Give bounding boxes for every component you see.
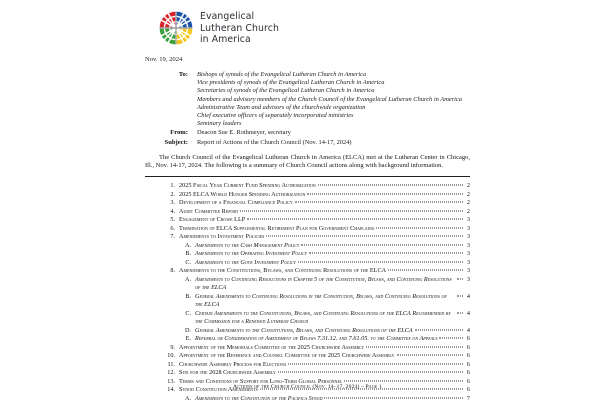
toc-entry-page: 2 bbox=[466, 207, 470, 215]
toc-dot-leader bbox=[298, 261, 463, 262]
toc-entry-page: 4 bbox=[466, 309, 470, 317]
toc-entry-title: Terms and Conditions of Support for Long-Term Global Personnel bbox=[179, 377, 343, 385]
memo-line: Seminary leaders bbox=[197, 120, 242, 128]
toc-entry-number: C. bbox=[185, 258, 191, 266]
toc-entry[interactable] bbox=[145, 208, 470, 217]
toc-entry[interactable] bbox=[145, 216, 470, 225]
toc-entry-page: 2 bbox=[466, 190, 470, 198]
toc-entry-number: 5. bbox=[170, 216, 175, 224]
toc-entry-page: 3 bbox=[466, 224, 470, 232]
memo-value bbox=[197, 129, 470, 137]
toc-entry-number: 3. bbox=[170, 199, 175, 207]
memo-label: From: bbox=[170, 129, 188, 137]
memo-line: Bishops of synods of the Evangelical Lutheran Church in America bbox=[197, 71, 367, 78]
toc-entry-number: 6. bbox=[170, 224, 175, 232]
toc-entry-number: 9. bbox=[170, 343, 175, 351]
memo-line: Members and advisory members of the Church Council of the Evangelical Lutheran Church in America bbox=[197, 95, 462, 103]
toc-entry-title: Appointment of the Memorials Committee of the 2025 Churchwide Assembly bbox=[179, 343, 365, 351]
memo-line: Vice presidents of synods of the Evangelical Lutheran Church in America bbox=[197, 79, 385, 87]
toc-entry-page: 6 bbox=[466, 343, 470, 351]
memo-header bbox=[145, 71, 470, 147]
toc-entry-page: 4 bbox=[466, 292, 470, 300]
toc-entry-title: 2025 ELCA World Hunger Spending Authorization bbox=[179, 190, 306, 198]
toc-entry[interactable] bbox=[145, 276, 470, 293]
logo-line-3: in America bbox=[200, 34, 251, 46]
toc-entry-title: Amendments to the Cash Management Policy bbox=[195, 241, 300, 249]
toc-entry-number: 10. bbox=[167, 352, 175, 360]
toc-entry[interactable] bbox=[145, 267, 470, 276]
toc-dot-leader bbox=[457, 278, 463, 279]
toc-entry-page: 6 bbox=[466, 377, 470, 385]
toc-entry[interactable] bbox=[145, 335, 470, 344]
memo-label: Subject: bbox=[164, 138, 188, 146]
memo-value bbox=[197, 71, 470, 128]
toc-dot-leader bbox=[266, 236, 462, 237]
toc-entry-number: E. bbox=[185, 335, 191, 343]
toc-entry-title: Amendments to the Operating Investment Policy bbox=[195, 250, 307, 258]
toc-entry[interactable] bbox=[145, 259, 470, 268]
toc-dot-leader bbox=[388, 270, 462, 271]
memo-line: Administrative Team and advisors of the churchwide organization bbox=[197, 103, 366, 111]
toc-entry-title: 2025 Fiscal Year Current Fund Spending Authorization bbox=[179, 182, 316, 190]
logo-line-1: Evangelical bbox=[200, 11, 255, 22]
toc-entry-page: 6 bbox=[466, 386, 470, 394]
toc-entry-title: Amendments to the Gove Investment Policy bbox=[195, 258, 296, 266]
toc-entry-title: Amendments to the Constitution of the Pacifica Synod bbox=[195, 394, 323, 402]
toc-entry-number: A. bbox=[184, 241, 191, 249]
toc-dot-leader bbox=[278, 372, 463, 373]
toc-dot-leader bbox=[309, 253, 463, 254]
toc-entry-page: 2 bbox=[466, 199, 470, 207]
toc-entry[interactable] bbox=[145, 327, 470, 336]
toc-entry[interactable] bbox=[145, 352, 470, 361]
toc-entry-title: Synod Constitution Amendments bbox=[179, 386, 258, 394]
toc-entry[interactable] bbox=[145, 344, 470, 353]
toc-entry-number: D. bbox=[184, 326, 191, 334]
toc-entry-title: Engagement of Crowe LLP bbox=[179, 216, 246, 224]
memo-line: Deacon Sue E. Rothmeyer, secretary bbox=[197, 129, 291, 137]
toc-entry-page: 6 bbox=[466, 369, 470, 377]
toc-entry-number: 14. bbox=[167, 386, 175, 394]
masthead bbox=[145, 10, 470, 46]
toc-entry-title: Amendments to the Constitutions, Bylaws, and Continuing Resolutions of the ELCA bbox=[179, 267, 387, 275]
toc-entry-page: 6 bbox=[466, 360, 470, 368]
toc-entry-number: B. bbox=[185, 250, 191, 258]
toc-entry-title: Site for the 2028 Churchwide Assembly bbox=[179, 369, 276, 377]
toc-entry-number: 1. bbox=[170, 182, 175, 190]
toc-entry-title: Development of a Financial Compliance Policy bbox=[179, 199, 293, 207]
memo-row bbox=[145, 139, 470, 147]
page-footer: Actions of the Church Council (Nov. 14–17, 2024) – Page 1 bbox=[233, 384, 382, 390]
elca-logo-icon bbox=[158, 10, 194, 46]
memo-row bbox=[145, 129, 470, 137]
memo-line: Chief executive officers of separately incorporated ministries bbox=[197, 112, 354, 120]
toc-entry[interactable] bbox=[145, 242, 470, 251]
toc-entry[interactable] bbox=[145, 310, 470, 327]
toc-entry-page: 3 bbox=[466, 233, 470, 241]
toc-entry-number: B. bbox=[185, 292, 191, 300]
memo-line: Report of Actions of the Church Council (Nov. 14-17, 2024) bbox=[197, 138, 352, 146]
toc-entry-number: 13. bbox=[167, 377, 175, 385]
toc-entry[interactable] bbox=[145, 369, 470, 378]
toc-dot-leader bbox=[397, 355, 463, 356]
toc-dot-leader bbox=[376, 227, 462, 228]
toc-entry-page: 4 bbox=[466, 326, 470, 334]
toc-dot-leader bbox=[366, 346, 462, 347]
toc-dot-leader bbox=[288, 363, 462, 364]
logo-line-2: Lutheran Church bbox=[200, 22, 279, 34]
memo-label: To: bbox=[178, 71, 188, 78]
toc-entry[interactable] bbox=[145, 250, 470, 259]
toc-dot-leader bbox=[324, 397, 462, 398]
toc-dot-leader bbox=[295, 202, 463, 203]
toc-dot-leader bbox=[301, 244, 462, 245]
toc-entry[interactable] bbox=[145, 191, 470, 200]
toc-entry-title: Amendments to Investment Policies bbox=[179, 233, 265, 241]
toc-entry-page: 6 bbox=[466, 352, 470, 360]
toc-entry-number: 8. bbox=[170, 267, 175, 275]
toc-dot-leader bbox=[457, 295, 463, 296]
toc-dot-leader bbox=[344, 380, 462, 381]
toc-entry-number: 2. bbox=[170, 190, 175, 198]
toc-entry-page: 3 bbox=[466, 216, 470, 224]
toc-entry-title: Certain Amendments to the Constitutions, Bylaws, and Continuing Resolutions of the ELCA Recommended by the Commission for a Renewed Lutheran Church bbox=[195, 309, 451, 326]
toc-dot-leader bbox=[415, 329, 463, 330]
elca-logo-wordmark bbox=[200, 10, 279, 46]
horizontal-rule bbox=[145, 176, 470, 177]
toc-entry[interactable] bbox=[145, 395, 470, 403]
toc-entry-title: Termination of ELCA Supplemental Retirement Plan for Government Chaplains bbox=[179, 224, 375, 232]
toc-entry-page: 3 bbox=[466, 275, 470, 283]
toc-entry-page: 3 bbox=[466, 267, 470, 275]
toc-entry[interactable] bbox=[145, 182, 470, 191]
toc-entry-title: Churchwide Assembly Process for Elections bbox=[179, 360, 287, 368]
toc-dot-leader bbox=[439, 338, 462, 339]
toc-entry-number: 12. bbox=[167, 369, 175, 377]
toc-entry-title: General Amendments to Continuing Resolutions in the Constitution, Bylaws, and Continuing Resolutions of the ELCA bbox=[195, 292, 447, 309]
toc-dot-leader bbox=[240, 210, 462, 211]
memo-value bbox=[197, 139, 470, 147]
toc-entry-page: 6 bbox=[466, 335, 470, 343]
toc-entry-number: A. bbox=[184, 275, 191, 283]
toc-entry-title: Amendments to Continuing Resolutions in Chapter 5 of the Constitution, Bylaws, and Continuing Resolutions of the ELCA bbox=[195, 275, 452, 292]
toc-entry[interactable] bbox=[145, 225, 470, 234]
document-content bbox=[145, 10, 470, 403]
toc-dot-leader bbox=[247, 219, 462, 220]
table-of-contents bbox=[145, 182, 470, 403]
toc-entry-number: 7. bbox=[170, 233, 175, 241]
toc-entry-page: 3 bbox=[466, 250, 470, 258]
toc-entry[interactable] bbox=[145, 199, 470, 208]
toc-entry-title: Referral or Consideration of Amendment of Bylaws 7.31.12. and 7.61.05. to the Committee on Appeals bbox=[195, 335, 438, 343]
document-date: Nov. 19, 2024 bbox=[145, 56, 183, 63]
toc-entry-title: Appointment of the Reference and Counsel Committee of the 2025 Churchwide Assembly bbox=[179, 352, 395, 360]
toc-entry-page: 3 bbox=[466, 241, 470, 249]
toc-entry[interactable] bbox=[145, 361, 470, 370]
toc-dot-leader bbox=[318, 185, 463, 186]
toc-entry-title: Audit Committee Report bbox=[179, 207, 239, 215]
intro-paragraph: The Church Council of the Evangelical Lutheran Church in America (ELCA) met at the Lutheran Center in Chicago, Ill., Nov. 14-17, 2024. The following is a summary of Church Council actions along with background information. bbox=[145, 153, 470, 170]
toc-dot-leader bbox=[457, 312, 463, 313]
toc-entry-number: 4. bbox=[170, 207, 175, 215]
toc-entry-number: A. bbox=[184, 394, 191, 402]
toc-entry-page: 3 bbox=[466, 258, 470, 266]
toc-entry-number: 11. bbox=[167, 360, 175, 368]
memo-row bbox=[145, 71, 470, 128]
toc-entry[interactable] bbox=[145, 233, 470, 242]
toc-entry[interactable] bbox=[145, 293, 470, 310]
toc-dot-leader bbox=[307, 193, 462, 194]
memo-line: Secretaries of synods of the Evangelical Lutheran Church in America bbox=[197, 87, 375, 95]
toc-entry-number: C. bbox=[185, 309, 191, 317]
toc-entry-page: 7 bbox=[466, 394, 470, 402]
toc-entry-page: 2 bbox=[466, 182, 470, 190]
toc-entry-title: General Amendments to the Constitutions, Bylaws, and Continuing Resolutions of the ELCA bbox=[195, 326, 413, 334]
